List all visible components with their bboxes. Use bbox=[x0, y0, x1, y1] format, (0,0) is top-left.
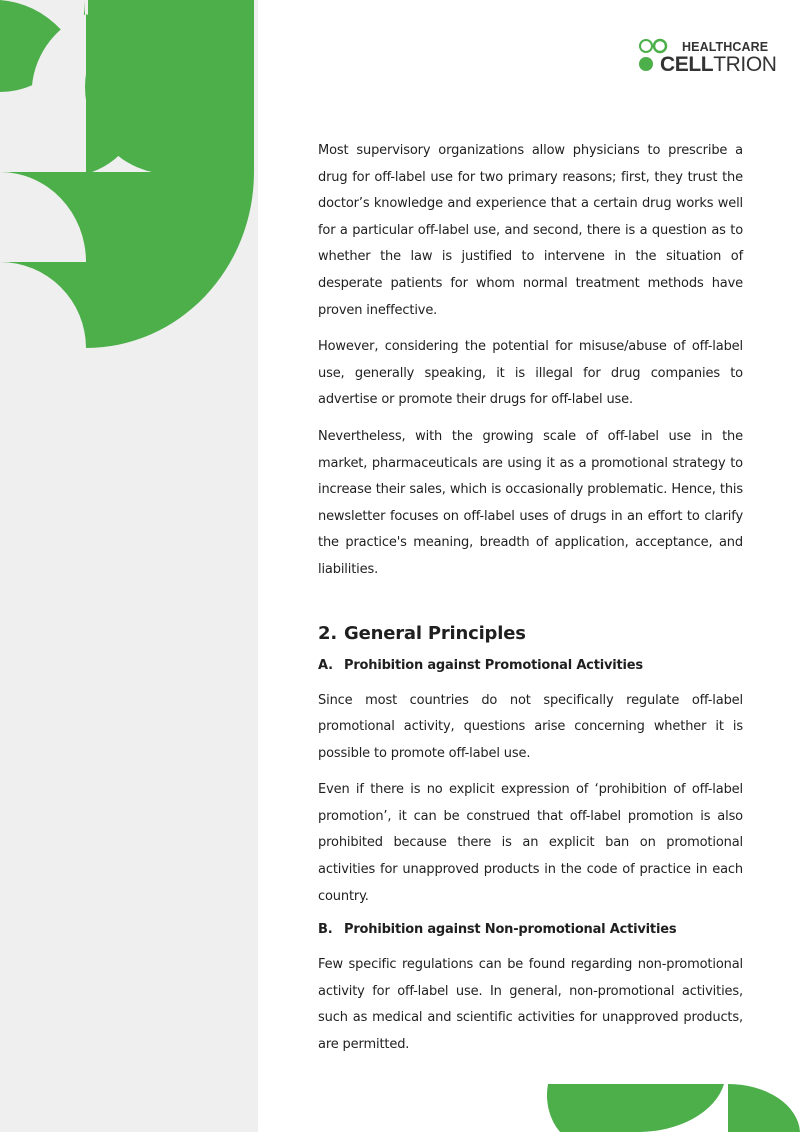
section-heading bbox=[318, 620, 743, 648]
logo-subtitle: HEALTHCARE bbox=[682, 40, 769, 54]
intro-paragraph-3: Nevertheless, with the growing scale of off-label use in the market, pharmaceuticals are using it as a promotional strategy to increase their sales, which is occasionally problematic. Hence, this newsletter focuses on off-label uses of drugs in an effort to clarify the practice's meaning, breadth of application, acceptance, and liabilities. bbox=[318, 428, 743, 577]
logo-name-regular: TRION bbox=[713, 53, 777, 76]
subsection-b-letter: B. bbox=[318, 922, 333, 938]
main-content bbox=[318, 138, 743, 1069]
celltrion-healthcare-logo bbox=[638, 38, 777, 76]
top-left-graphic bbox=[0, 0, 254, 348]
subsection-a-paragraph-2: Even if there is no explicit expression of ‘prohibition of off-label promotion’, it can be construed that off-label promotion is also prohibited because there is an explicit ban on promotional activities for unapproved products in the code of practice in each country. bbox=[318, 782, 743, 904]
subsection-b-heading bbox=[318, 920, 743, 940]
subsection-b-paragraph-1: Few specific regulations can be found regarding non-promotional activity for off-label use. In general, non-promotional activities, such as medical and scientific activities for unapproved products, are permitted. bbox=[318, 957, 743, 1053]
section-title: General Principles bbox=[344, 622, 526, 644]
intro-paragraph-2: However, considering the potential for misuse/abuse of off-label use, generally speaking, it is illegal for drug companies to advertise or promote their drugs for off-label use. bbox=[318, 339, 743, 408]
subsection-a-letter: A. bbox=[318, 657, 333, 673]
section-number: 2. bbox=[318, 622, 337, 644]
intro-paragraph-1: Most supervisory organizations allow physicians to prescribe a drug for off-label use for two primary reasons; first, they trust the doctor’s knowledge and experience that a certain drug works well for a particular off-label use, and second, there is a question as to whether the law is justified to intervene in the situation of desperate patients for whom normal treatment methods have proven ineffective. bbox=[318, 143, 743, 318]
subsection-a-title: Prohibition against Promotional Activities bbox=[344, 657, 643, 673]
subsection-a-paragraph-1: Since most countries do not specifically regulate off-label promotional activity, questions arise concerning whether it is possible to promote off-label use. bbox=[318, 692, 743, 761]
subsection-b-title: Prohibition against Non-promotional Activities bbox=[344, 922, 677, 938]
subsection-a-heading bbox=[318, 656, 743, 676]
bottom-right-graphic bbox=[547, 1084, 800, 1132]
bottom-left-curve bbox=[258, 1066, 340, 1132]
logo-name-bold: CELL bbox=[660, 53, 714, 76]
logo-name bbox=[660, 53, 777, 77]
